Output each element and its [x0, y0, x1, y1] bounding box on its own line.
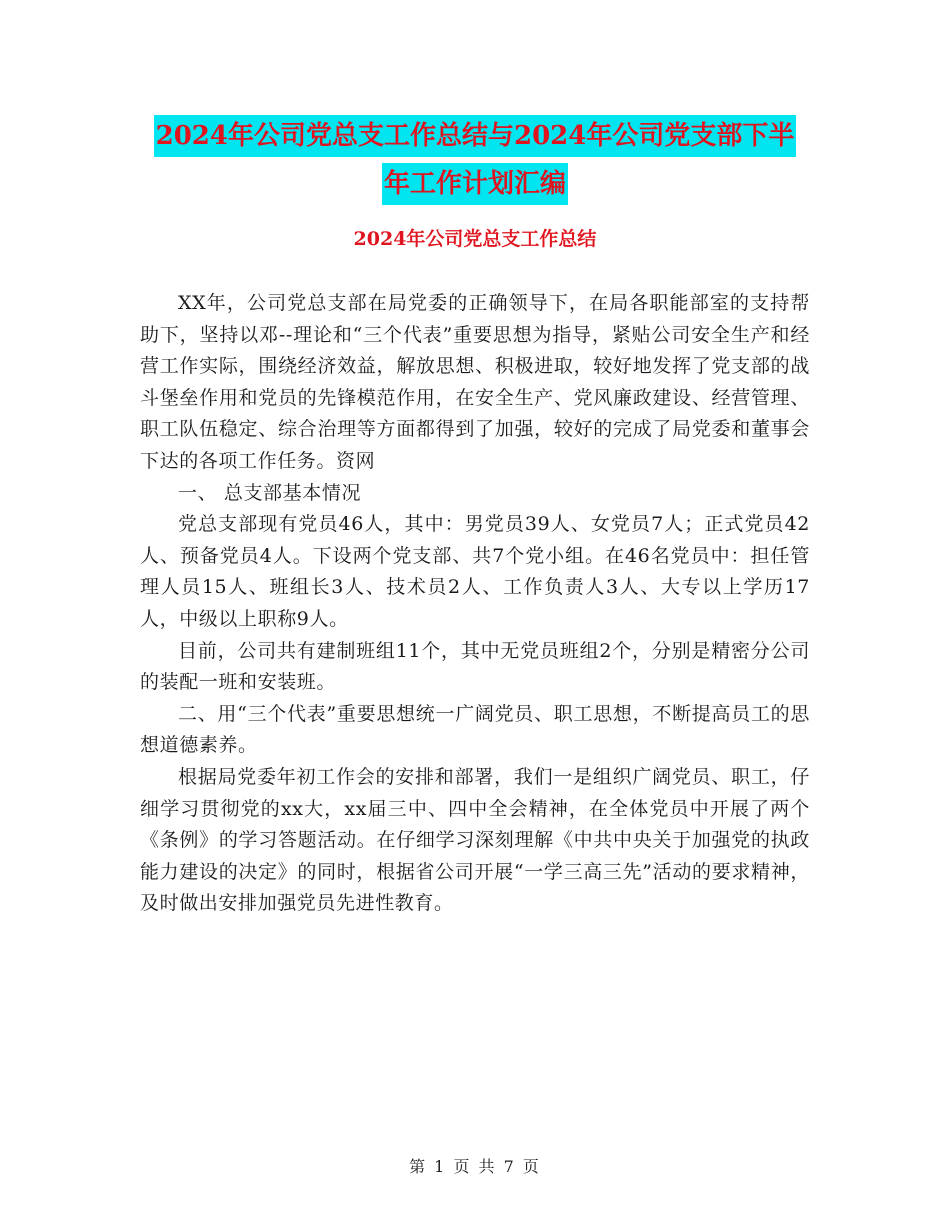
heading-three-represents: 二、用“三个代表”重要思想统一广阔党员、职工思想，不断提高员工的思想道德素养。	[140, 702, 810, 757]
document-title-line-2: 年工作计划汇编	[382, 163, 568, 205]
document-title-line-1: 2024年公司党总支工作总结与2024年公司党支部下半	[154, 115, 797, 157]
document-title	[140, 112, 810, 208]
page-footer: 第 1 页 共 7 页	[409, 1157, 541, 1176]
paragraph-team-groups: 目前，公司共有建制班组11个，其中无党员班组2个，分别是精密分公司的装配一班和安装班。	[140, 639, 810, 694]
section-title: 2024年公司党总支工作总结	[353, 228, 597, 250]
paragraph-study-activities: 根据局党委年初工作会的安排和部署，我们一是组织广阔党员、职工，仔细学习贯彻党的xx大，xx届三中、四中全会精神，在全体党员中开展了两个《条例》的学习答题活动。在仔细学习深刻理解《中共中央关于加强党的执政能力建设的决定》的同时，根据省公司开展“一学三高三先”活动的要求精神，及时做出安排加强党员先进性教育。	[140, 765, 810, 915]
heading-basic-situation: 一、 总支部基本情况	[178, 481, 362, 504]
paragraph-member-stats: 党总支部现有党员46人，其中：男党员39人、女党员7人；正式党员42人、预备党员4人。下设两个党支部、共7个党小组。在46名党员中：担任管理人员15人、班组长3人、技术员2人、工作负责人3人、大专以上学历17人，中级以上职称9人。	[140, 513, 810, 630]
paragraph-intro: XX年，公司党总支部在局党委的正确领导下，在局各职能部室的支持帮助下，坚持以邓--理论和“三个代表”重要思想为指导，紧贴公司安全生产和经营工作实际，围绕经济效益，解放思想、积极进取，较好地发挥了党支部的战斗堡垒作用和党员的先锋模范作用，在安全生产、党风廉政建设、经营管理、职工队伍稳定、综合治理等方面都得到了加强，较好的完成了局党委和董事会下达的各项工作任务。资网	[140, 292, 810, 472]
document-body	[140, 288, 810, 920]
